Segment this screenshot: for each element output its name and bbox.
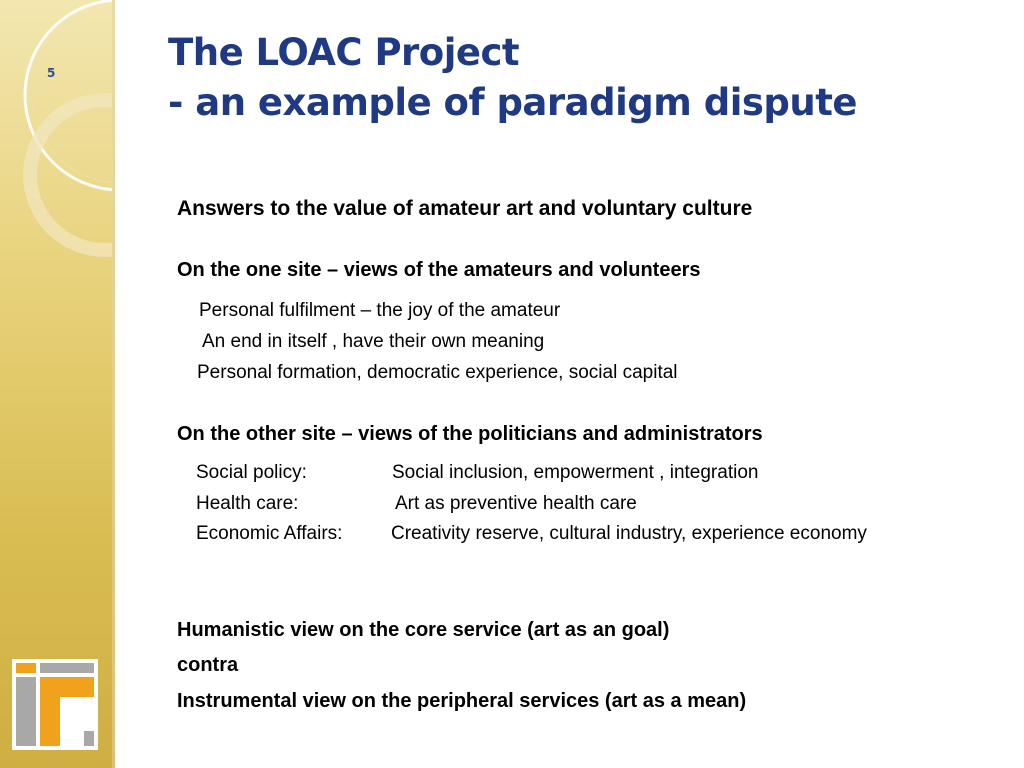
conclusion-line: Instrumental view on the peripheral services (art as a mean): [177, 690, 747, 712]
slide-number: 5: [47, 66, 56, 80]
one-site-heading: On the one site – views of the amateurs and volunteers: [177, 259, 701, 281]
slide-title: [168, 28, 857, 128]
one-site-item: An end in itself , have their own meaning: [202, 331, 545, 352]
body-heading: Answers to the value of amateur art and voluntary culture: [177, 197, 753, 220]
conclusion-contra: contra: [177, 654, 239, 676]
policy-value: Creativity reserve, cultural industry, experience economy: [391, 523, 867, 544]
policy-value: Social inclusion, empowerment , integration: [392, 462, 759, 483]
one-site-item: Personal fulfilment – the joy of the amateur: [199, 300, 561, 321]
title-line-1: The LOAC Project: [168, 31, 520, 74]
logo: [12, 659, 98, 750]
decorative-sidebar: [0, 0, 112, 768]
decorative-rings: [0, 0, 112, 768]
other-site-heading: On the other site – views of the politicians and administrators: [177, 423, 763, 445]
logo-mark-icon: [12, 659, 98, 750]
policy-value: Art as preventive health care: [395, 493, 637, 514]
policy-label: Social policy:: [196, 462, 307, 483]
policy-label: Health care:: [196, 493, 299, 514]
title-line-2: - an example of paradigm dispute: [168, 81, 858, 124]
sidebar-divider: [112, 0, 115, 768]
policy-label: Economic Affairs:: [196, 523, 343, 544]
one-site-item: Personal formation, democratic experience, social capital: [197, 362, 678, 383]
conclusion-line: Humanistic view on the core service (art as an goal): [177, 619, 670, 641]
